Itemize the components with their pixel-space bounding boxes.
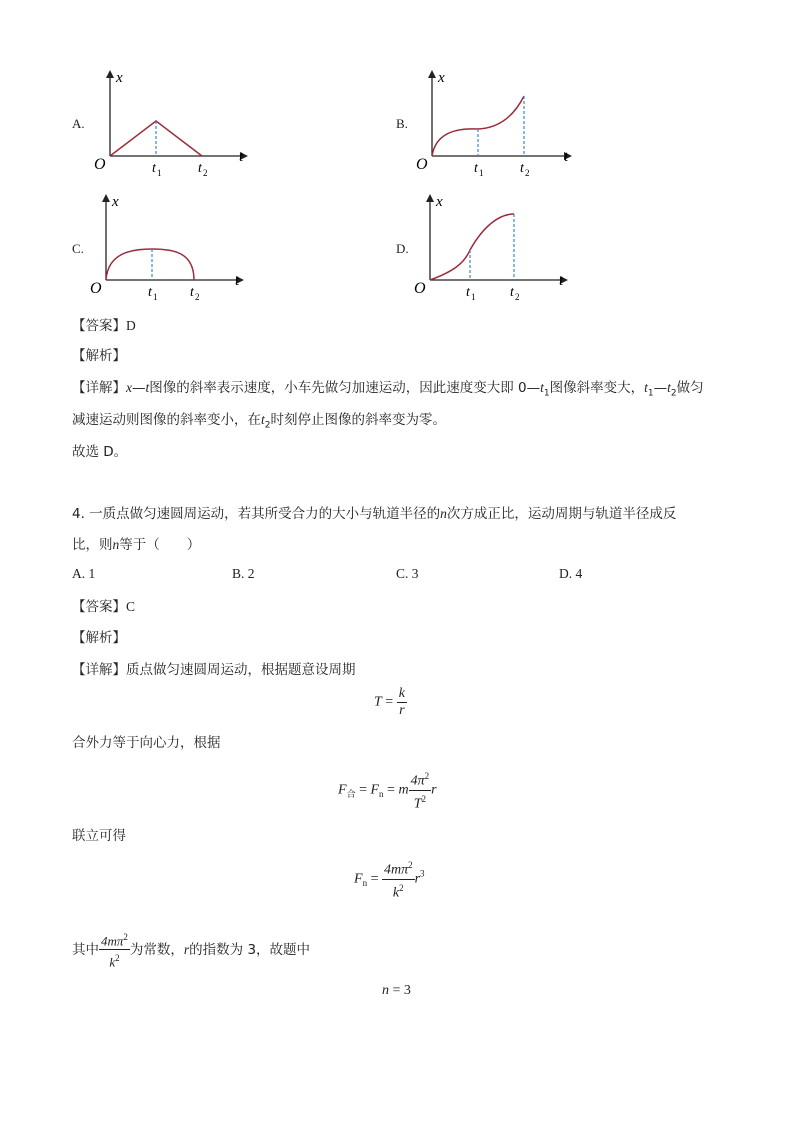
t2-sub: 2 xyxy=(525,168,530,178)
t1-sub: 1 xyxy=(471,292,476,302)
t2-sub: 2 xyxy=(515,292,520,302)
answer-tag: 【答案】 xyxy=(72,318,126,334)
curve-c xyxy=(106,249,194,280)
detail-text: 减速运动则图像的斜率变小，在 xyxy=(72,412,261,428)
origin-label: O xyxy=(416,156,428,173)
superscript: 2 xyxy=(123,932,128,942)
x-axis-label: x xyxy=(436,194,443,210)
option-d-label: D. xyxy=(396,241,409,256)
t1-sub: 1 xyxy=(479,168,484,178)
origin-label: O xyxy=(414,280,426,297)
x-axis-arrow xyxy=(428,70,436,78)
superscript: 2 xyxy=(399,882,404,893)
x-axis-label: x xyxy=(112,194,119,210)
var-n: n xyxy=(112,537,120,552)
q4-analysis-tag: 【解析】 xyxy=(72,630,126,646)
subscript: 2 xyxy=(670,388,677,399)
value: 3 xyxy=(403,983,411,998)
dash: — xyxy=(653,380,668,396)
text: 的指数为 3，故题中 xyxy=(189,941,311,958)
q3-analysis-tag: 【解析】 xyxy=(72,348,126,364)
answer-tag: 【答案】 xyxy=(72,599,126,615)
equation-force: $F_合 = F_n = m$ $\frac{4\pi^2}{T^2}$ r xyxy=(338,768,437,812)
var-T: T xyxy=(374,694,382,710)
option-c-label: C. xyxy=(72,241,84,256)
detail-text: 图像斜率变大， xyxy=(549,380,645,396)
superscript: 2 xyxy=(408,860,413,870)
var-F: F xyxy=(370,782,380,798)
stem-text: 次方成正比，运动周期与轨道半径成反 xyxy=(446,506,677,522)
var-x: x xyxy=(126,380,132,395)
detail-text: 做匀 xyxy=(676,380,704,396)
superscript: 2 xyxy=(421,793,426,804)
numerator: k xyxy=(398,686,405,701)
denominator: T xyxy=(413,796,422,812)
var-r: r xyxy=(431,782,437,798)
q3-detail-line-2 xyxy=(72,410,446,436)
var-n: n xyxy=(440,506,447,521)
var-r: r xyxy=(414,871,421,887)
t1-label: t xyxy=(474,161,478,176)
x-axis-label: x xyxy=(438,70,445,86)
detail-text: 质点做匀速圆周运动，根据题意设周期 xyxy=(126,662,356,678)
q4-text-4 xyxy=(72,929,310,969)
answer-value: C xyxy=(126,599,136,614)
q4-text-2: 合外力等于向心力，根据 xyxy=(72,735,221,751)
stem-text: 4. 一质点做匀速圆周运动，若其所受合力的大小与轨道半径的 xyxy=(72,506,441,522)
t1-label: t xyxy=(148,285,152,300)
var-t: t xyxy=(540,380,544,395)
var-t: t xyxy=(667,380,671,395)
subscript: 1 xyxy=(647,388,654,399)
q4-text-3: 联立可得 xyxy=(72,828,126,844)
x-axis-arrow xyxy=(426,194,434,202)
var-n: n xyxy=(382,983,389,998)
x-axis-arrow xyxy=(106,70,114,78)
stem-text: 比，则 xyxy=(72,537,113,553)
q4-stem-line-1 xyxy=(72,504,676,524)
answer-value: D xyxy=(126,318,136,333)
detail-tag: 【详解】 xyxy=(72,662,126,678)
subscript: n xyxy=(379,789,384,800)
denominator: k xyxy=(109,954,116,970)
t2-label: t xyxy=(198,161,202,176)
choice-b: B. 2 xyxy=(232,566,255,581)
graph-a xyxy=(92,66,252,178)
var-F: F xyxy=(338,782,347,798)
var-t: t xyxy=(261,412,265,427)
equation-n: n = 3 xyxy=(382,983,411,998)
t1-sub: 1 xyxy=(153,292,158,302)
choice-c: C. 3 xyxy=(396,566,419,581)
q4-answer-line xyxy=(72,597,135,617)
denominator: k xyxy=(392,885,400,901)
t2-sub: 2 xyxy=(203,168,208,178)
detail-text: 时刻停止图像的斜率变为零。 xyxy=(270,412,446,428)
q3-conclusion: 故选 D。 xyxy=(72,444,128,460)
subscript: 合 xyxy=(346,789,356,800)
q4-stem-line-2 xyxy=(72,535,200,555)
choice-d: D. 4 xyxy=(559,566,583,581)
var-r: r xyxy=(183,941,190,957)
t1-label: t xyxy=(466,285,470,300)
axes xyxy=(106,70,248,160)
numerator: 4mπ xyxy=(383,862,409,878)
graph-c xyxy=(88,190,253,302)
t2-label: t xyxy=(190,285,194,300)
detail-text: 图像的斜率表示速度，小车先做匀加速运动，因此速度变大即 0— xyxy=(149,380,541,396)
subscript: 2 xyxy=(264,420,271,431)
superscript: 2 xyxy=(115,953,120,964)
q4-detail-line xyxy=(72,660,356,680)
subscript: 1 xyxy=(543,388,550,399)
q3-detail-line-1 xyxy=(72,378,704,404)
origin-label: O xyxy=(94,156,106,173)
superscript: 2 xyxy=(424,771,430,781)
t2-sub: 2 xyxy=(195,292,200,302)
t-axis-label: t xyxy=(559,273,564,289)
equation-result: $F_n$ = $\frac{4m\pi^2}{k^2}$ $r^3$ xyxy=(354,857,425,901)
t1-label: t xyxy=(152,161,156,176)
t2-label: t xyxy=(510,285,514,300)
t-axis-label: t xyxy=(564,149,569,165)
var-t: t xyxy=(145,380,150,395)
numerator: 4π xyxy=(410,773,425,789)
numerator: 4mπ xyxy=(101,933,124,949)
option-a-label: A. xyxy=(72,116,85,131)
curve-d xyxy=(430,214,514,280)
var-F: F xyxy=(354,871,363,887)
x-axis-label: x xyxy=(116,70,123,86)
text: 为常数， xyxy=(129,941,184,958)
denominator: r xyxy=(399,703,405,718)
detail-tag: 【详解】 xyxy=(72,380,126,396)
var-m: m xyxy=(398,782,409,798)
origin-label: O xyxy=(90,280,102,297)
option-b-label: B. xyxy=(396,116,408,131)
x-axis-arrow xyxy=(102,194,110,202)
var-t: t xyxy=(644,380,648,395)
graph-d xyxy=(412,190,577,302)
subscript: n xyxy=(362,878,368,889)
graph-b xyxy=(414,66,584,178)
superscript: 3 xyxy=(420,868,425,879)
t1-sub: 1 xyxy=(157,168,162,178)
equation-period: T = $\frac{k}{r}$ xyxy=(374,686,405,718)
text: 其中 xyxy=(72,941,99,958)
t-axis-label: t xyxy=(239,149,244,165)
dash: — xyxy=(132,380,146,396)
choice-a: A. 1 xyxy=(72,566,96,581)
stem-text: 等于（ ） xyxy=(119,537,201,553)
t-axis-label: t xyxy=(235,273,240,289)
t2-label: t xyxy=(520,161,524,176)
q3-answer-line xyxy=(72,316,136,336)
